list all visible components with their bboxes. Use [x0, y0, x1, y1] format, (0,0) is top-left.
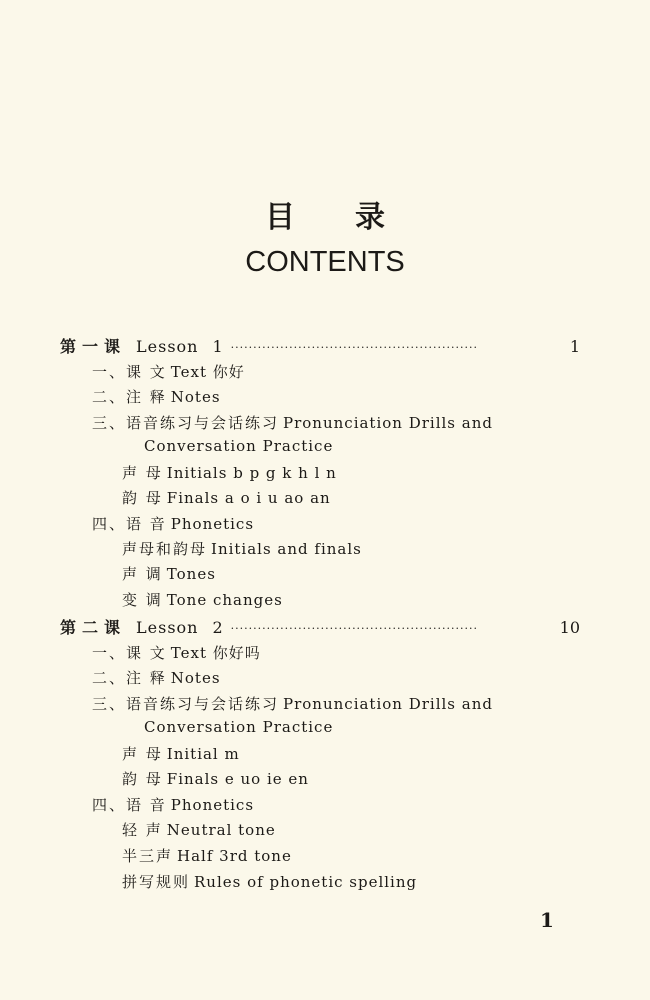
lesson-2-item-finals: [122, 768, 309, 789]
lesson-1-item-initials-and-finals: [122, 538, 362, 559]
item-chinese: 四、语 音: [92, 515, 167, 533]
item-chinese: 韵 母: [122, 489, 163, 507]
item-chinese: 四、语 音: [92, 796, 167, 814]
item-english: Half 3rd tone: [177, 847, 292, 865]
lesson-2-chinese-label: 第二课: [60, 618, 127, 637]
item-english: Neutral tone: [166, 821, 276, 839]
item-chinese: 轻 声: [122, 821, 163, 839]
item-english: Finals e uo ie en: [166, 770, 309, 788]
lesson-1-english-label: Lesson: [136, 337, 199, 356]
item-english: Conversation Practice: [144, 718, 334, 736]
item-chinese: 声母和韵母: [122, 540, 208, 558]
lesson-2-item-neutral-tone: [122, 819, 276, 840]
toc-entry-lesson-1[interactable]: [60, 334, 580, 356]
item-chinese: 二、注 释: [92, 388, 167, 406]
item-chinese: 一、课 文: [92, 363, 167, 381]
item-english: Text 你好吗: [170, 644, 261, 662]
item-chinese: 三、语音练习与会话练习: [92, 695, 280, 713]
item-chinese: 声 调: [122, 565, 163, 583]
item-chinese: 变 调: [122, 591, 163, 609]
contents-heading-english: CONTENTS: [245, 246, 405, 278]
lesson-1-leader-dots: ·······················································: [230, 341, 478, 354]
lesson-1-item-finals: [122, 487, 331, 508]
lesson-1-item-drills-continued: [140, 437, 333, 455]
lesson-2-item-drills-continued: [140, 718, 333, 736]
lesson-2-english-label: Lesson: [136, 618, 199, 637]
item-chinese: 一、课 文: [92, 644, 167, 662]
lesson-2-leader-dots: ·······················································: [230, 622, 478, 635]
lesson-1-page-number: 1: [569, 337, 580, 356]
item-chinese: 声 母: [122, 464, 163, 482]
item-chinese: 声 母: [122, 745, 163, 763]
toc-entry-lesson-2[interactable]: [60, 615, 580, 637]
lesson-1-item-phonetics: [92, 513, 254, 534]
item-english: Pronunciation Drills and: [283, 414, 493, 432]
lesson-1-item-tone-changes: [122, 589, 283, 610]
item-english: Notes: [170, 669, 221, 687]
lesson-1-item-drills: [92, 412, 493, 433]
lesson-2-item-notes: [92, 667, 221, 688]
lesson-2-page-number: 10: [559, 618, 580, 637]
lesson-2-item-initial: [122, 743, 240, 764]
lesson-2-number: 2: [212, 618, 223, 637]
item-english: Phonetics: [170, 515, 255, 533]
lesson-2-item-drills: [92, 693, 493, 714]
item-english: Initial m: [166, 745, 240, 763]
item-chinese: 韵 母: [122, 770, 163, 788]
item-chinese: 拼写规则: [122, 873, 191, 891]
item-english: Rules of phonetic spelling: [194, 873, 418, 891]
lesson-1-item-tones: [122, 563, 216, 584]
item-english: Conversation Practice: [144, 437, 334, 455]
item-chinese: 三、语音练习与会话练习: [92, 414, 280, 432]
item-english: Initials and finals: [211, 540, 362, 558]
lesson-1-item-initials: [122, 462, 337, 483]
lesson-1-chinese-label: 第一课: [60, 337, 127, 356]
item-english: Notes: [170, 388, 221, 406]
item-english: Tones: [166, 565, 216, 583]
item-english: Tone changes: [166, 591, 283, 609]
item-english: Phonetics: [170, 796, 255, 814]
item-chinese: 二、注 释: [92, 669, 167, 687]
lesson-2-item-spelling-rules: [122, 871, 417, 892]
item-english: Finals a o i u ao an: [166, 489, 331, 507]
lesson-2-item-text: [92, 642, 261, 663]
lesson-1-item-notes: [92, 386, 221, 407]
item-english: Text 你好: [170, 363, 245, 381]
contents-heading-chinese: 目录: [265, 200, 445, 235]
item-english: Pronunciation Drills and: [283, 695, 493, 713]
lesson-2-item-phonetics: [92, 794, 254, 815]
lesson-1-number: 1: [212, 337, 223, 356]
lesson-2-item-half-third-tone: [122, 845, 292, 866]
lesson-1-item-text: [92, 361, 245, 382]
item-chinese: 半三声: [122, 847, 174, 865]
item-english: Initials b p g k h l n: [166, 464, 337, 482]
page-number: 1: [540, 908, 554, 932]
